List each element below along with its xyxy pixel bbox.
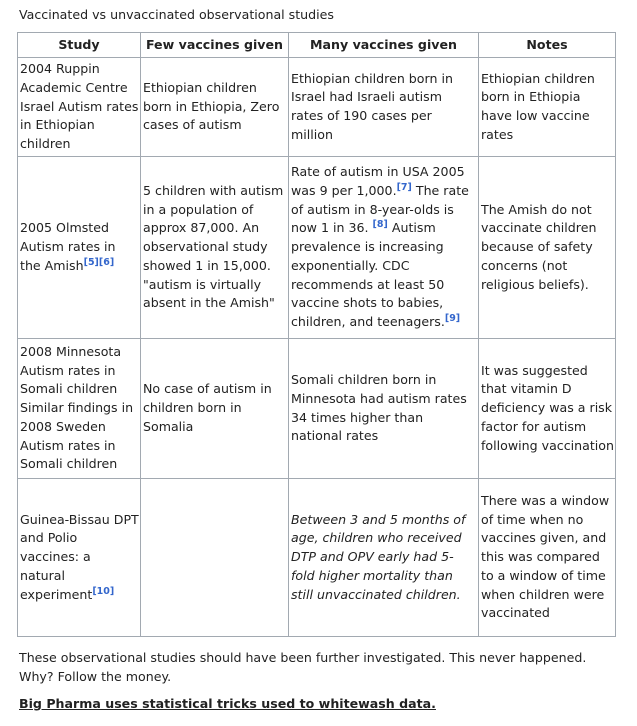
table-caption: Vaccinated vs unvaccinated observational studies bbox=[19, 7, 334, 22]
cell-many bbox=[289, 157, 479, 339]
study-text: 2005 Olmsted Autism rates in the Amish bbox=[20, 220, 116, 273]
big-pharma-link[interactable]: Big Pharma uses statistical tricks used to whitewash data. bbox=[19, 696, 436, 711]
cell-notes: It was suggested that vitamin D deficiency was a risk factor for autism following vaccination bbox=[479, 339, 616, 479]
ref-link-10[interactable]: [10] bbox=[92, 585, 115, 597]
cell-notes: Ethiopian children born in Ethiopia have low vaccine rates bbox=[479, 58, 616, 157]
cell-notes: There was a window of time when no vaccines given, and this was compared to a window of time when children were vaccinated bbox=[479, 479, 616, 637]
header-many-vaccines: Many vaccines given bbox=[289, 33, 479, 58]
cell-study bbox=[18, 157, 141, 339]
many-text-c: Autism prevalence is increasing exponentially. CDC recommends at least 50 vaccine shots to babies, children, and teenagers. bbox=[291, 220, 445, 329]
header-few-vaccines: Few vaccines given bbox=[141, 33, 289, 58]
study-text: Guinea-Bissau DPT and Polio vaccines: a natural experiment bbox=[20, 511, 139, 602]
cell-study: 2008 Minnesota Autism rates in Somali children Similar findings in 2008 Sweden Autism rates in Somali children bbox=[18, 339, 141, 479]
ref-link-6[interactable]: [6] bbox=[98, 256, 115, 268]
cell-study: 2004 Ruppin Academic Centre Israel Autism rates in Ethiopian children bbox=[18, 58, 141, 157]
many-text-a: Rate of autism in USA 2005 was 9 per 1,000. bbox=[291, 164, 465, 199]
cell-few: Ethiopian children born in Ethiopia, Zero cases of autism bbox=[141, 58, 289, 157]
ref-link-9[interactable]: [9] bbox=[444, 312, 461, 324]
cell-few: No case of autism in children born in Somalia bbox=[141, 339, 289, 479]
table-row bbox=[18, 157, 616, 339]
studies-table bbox=[17, 32, 616, 637]
ref-link[interactable] bbox=[84, 257, 115, 268]
cell-notes: The Amish do not vaccinate children because of safety concerns (not religious beliefs). bbox=[479, 157, 616, 339]
cell-many: Somali children born in Minnesota had autism rates 34 times higher than national rates bbox=[289, 339, 479, 479]
table-row bbox=[18, 339, 616, 479]
cell-few: 5 children with autism in a population of approx 87,000. An observational study showed 1 in 15,000. "autism is virtually absent in the Amish" bbox=[141, 157, 289, 339]
ref-link-7[interactable]: [7] bbox=[396, 182, 412, 194]
table-header-row bbox=[18, 33, 616, 58]
table-row bbox=[18, 479, 616, 637]
many-text-b: The rate of autism in 8-year-olds is now 1 in 36. bbox=[291, 183, 469, 236]
header-notes: Notes bbox=[479, 33, 616, 58]
footer-text: These observational studies should have been further investigated. This never happened. Why? Follow the money. bbox=[19, 650, 587, 684]
cell-many: Ethiopian children born in Israel had Israeli autism rates of 190 cases per million bbox=[289, 58, 479, 157]
ref-link-5[interactable]: [5] bbox=[83, 256, 99, 268]
cell-many: Between 3 and 5 months of age, children who received DTP and OPV early had 5-fold higher mortality than still unvaccinated children. bbox=[289, 479, 479, 637]
header-study: Study bbox=[18, 33, 141, 58]
ref-link-8[interactable]: [8] bbox=[372, 219, 388, 231]
cell-study bbox=[18, 479, 141, 637]
table-row bbox=[18, 58, 616, 157]
cell-few bbox=[141, 479, 289, 637]
